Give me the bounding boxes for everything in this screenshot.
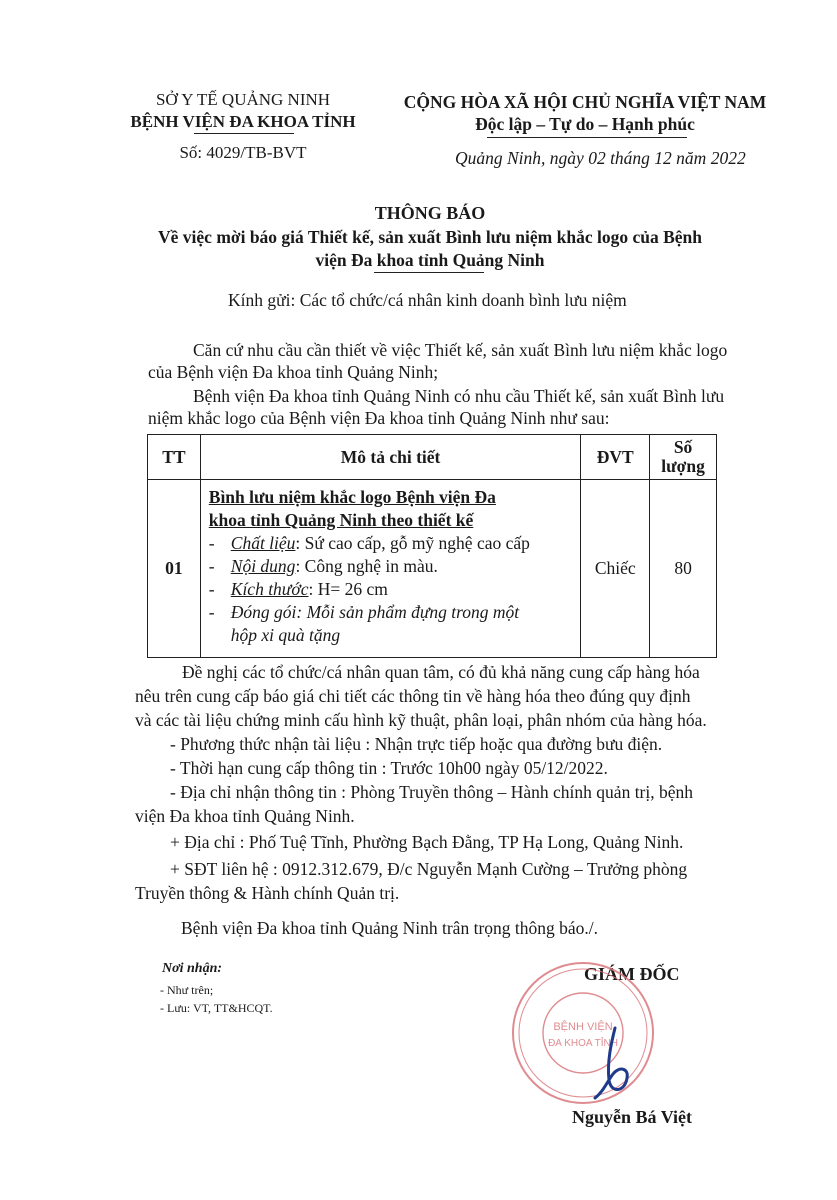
spec-label: Kích thước [230, 579, 309, 599]
intro-p2-line2: niệm khắc logo của Bệnh viện Đa khoa tỉnh Quảng Ninh như sau: [148, 408, 610, 428]
spec-item: - Nội dung: Công nghệ in màu. [208, 556, 438, 576]
header-quantity-line1: Số [673, 437, 693, 457]
stamp-text-line1: BỆNH VIỆN [553, 1021, 613, 1033]
body-deadline: - Thời hạn cung cấp thông tin : Trước 10h00 ngày 05/12/2022. [170, 758, 608, 778]
spec-value: : H= 26 cm [308, 579, 388, 599]
motto-underline [487, 137, 687, 138]
intro-p1-line2: của Bệnh viện Đa khoa tỉnh Quảng Ninh; [148, 362, 439, 382]
body-closing: Bệnh viện Đa khoa tỉnh Quảng Ninh trân trọng thông báo./. [181, 918, 599, 938]
national-title: CỘNG HÒA XÃ HỘI CHỦ NGHĨA VIỆT NAM [403, 92, 767, 112]
body-address-line2: viện Đa khoa tỉnh Quảng Ninh. [135, 806, 355, 826]
recipient: Kính gửi: Các tổ chức/cá nhân kinh doanh bình lưu niệm [228, 290, 627, 310]
body-street: + Địa chỉ : Phố Tuệ Tĩnh, Phường Bạch Đằng, TP Hạ Long, Quảng Ninh. [170, 832, 684, 852]
stamp-text-line2: ĐA KHOA TỈNH [548, 1038, 618, 1049]
national-motto: Độc lập – Tự do – Hạnh phúc [475, 114, 695, 134]
spec-label: Chất liệu [230, 533, 296, 553]
body-p3-line2: nêu trên cung cấp báo giá chi tiết các thông tin về hàng hóa theo đúng quy định [135, 686, 691, 706]
document-number: Số: 4029/TB-BVT [179, 143, 307, 162]
spec-item: - Đóng gói: Mỗi sản phẩm đựng trong một [208, 602, 520, 622]
header-unit: ĐVT [581, 435, 650, 480]
document-subject-line1: Về việc mời báo giá Thiết kế, sản xuất Bình lưu niệm khắc logo của Bệnh [158, 227, 702, 247]
document-date: Quảng Ninh, ngày 02 tháng 12 năm 2022 [455, 148, 746, 168]
spec-item: - Chất liệu: Sứ cao cấp, gỗ mỹ nghệ cao cấp [208, 533, 530, 553]
receiver-item: - Như trên; [160, 983, 214, 997]
table-row [148, 480, 717, 658]
issuer-underline [194, 133, 294, 134]
item-name-line2: khoa tỉnh Quảng Ninh theo thiết kế [208, 510, 474, 530]
signer-title: GIÁM ĐỐC [584, 964, 680, 984]
intro-p1-line1: Căn cứ nhu cầu cần thiết về việc Thiết kế, sản xuất Bình lưu niệm khắc logo [193, 340, 728, 360]
item-name-line1: Bình lưu niệm khắc logo Bệnh viện Đa [208, 487, 496, 507]
header-quantity-line2: lượng [661, 456, 705, 476]
signer-name: Nguyễn Bá Việt [572, 1107, 693, 1127]
spec-label: Đóng gói: Mỗi sản phẩm đựng trong một [230, 602, 520, 622]
row-description [200, 480, 581, 658]
row-tt: 01 [148, 480, 201, 658]
spec-continuation: hộp xi quà tặng [230, 625, 341, 645]
table-header-row [148, 435, 717, 480]
intro-p2-line1: Bệnh viện Đa khoa tỉnh Quảng Ninh có nhu cầu Thiết kế, sản xuất Bình lưu [193, 386, 725, 406]
body-phone-line2: Truyền thông & Hành chính Quản trị. [135, 883, 400, 903]
document-subject-line2: viện Đa khoa tỉnh Quảng Ninh [315, 250, 545, 270]
body-p3-line3: và các tài liệu chứng minh cấu hình kỹ thuật, phân loại, phân nhóm của hàng hóa. [135, 710, 707, 730]
header-tt: TT [148, 435, 201, 480]
items-table [147, 434, 717, 658]
issuer-department: SỞ Y TẾ QUẢNG NINH [155, 90, 331, 109]
body-phone-line1: + SĐT liên hệ : 0912.312.679, Đ/c Nguyễn Mạnh Cường – Trưởng phòng [170, 859, 688, 879]
receiver-item: - Lưu: VT, TT&HCQT. [160, 1001, 273, 1015]
issuer-hospital: BỆNH VIỆN ĐA KHOA TỈNH [130, 112, 356, 131]
subject-underline [374, 272, 484, 273]
row-unit: Chiếc [581, 480, 650, 658]
document-heading: THÔNG BÁO [374, 203, 486, 223]
spec-value: : Công nghệ in màu. [295, 556, 438, 576]
body-method: - Phương thức nhận tài liệu : Nhận trực tiếp hoặc qua đường bưu điện. [170, 734, 663, 754]
receivers-title: Nơi nhận: [162, 961, 223, 976]
body-p3-line1: Đề nghị các tổ chức/cá nhân quan tâm, có đủ khả năng cung cấp hàng hóa [182, 662, 700, 682]
spec-item: - Kích thước: H= 26 cm [208, 579, 388, 599]
header-description: Mô tả chi tiết [200, 435, 581, 480]
row-quantity: 80 [650, 480, 717, 658]
body-address-line1: - Địa chỉ nhận thông tin : Phòng Truyền thông – Hành chính quản trị, bệnh [170, 782, 694, 802]
header-quantity [650, 435, 717, 480]
signature [585, 1022, 645, 1102]
spec-label: Nội dung [230, 556, 296, 576]
spec-value: : Sứ cao cấp, gỗ mỹ nghệ cao cấp [295, 533, 530, 553]
receivers-list [160, 981, 273, 1017]
